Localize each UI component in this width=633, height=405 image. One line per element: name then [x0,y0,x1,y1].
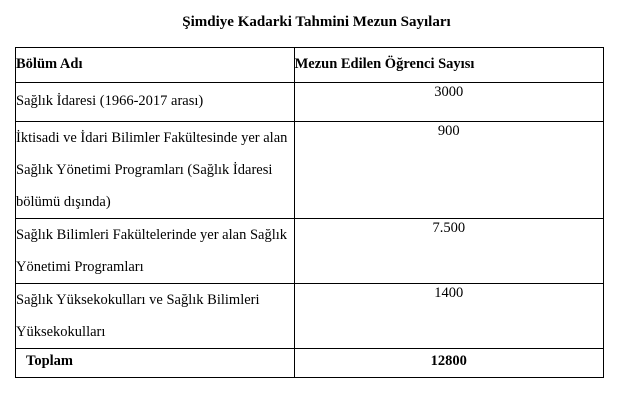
row-department-name: Sağlık Bilimleri Fakültelerinde yer alan Sağlık Yönetimi Programları [16,219,295,284]
row-department-name: Sağlık İdaresi (1966-2017 arası) [16,83,295,122]
table-row [16,219,604,284]
table-header-row [16,48,604,83]
row-graduate-count: 7.500 [294,219,603,284]
total-count: 12800 [294,349,603,378]
table-row [16,122,604,219]
row-department-name: Sağlık Yüksekokulları ve Sağlık Bilimleri Yüksekokulları [16,284,295,349]
row-graduate-count: 3000 [294,83,603,122]
header-department-name: Bölüm Adı [16,48,295,83]
row-department-name: İktisadi ve İdari Bilimler Fakültesinde yer alan Sağlık Yönetimi Programları (Sağlık İdaresi bölümü dışında) [16,122,295,219]
table-row [16,284,604,349]
header-graduate-count: Mezun Edilen Öğrenci Sayısı [294,48,603,83]
total-label: Toplam [16,349,295,378]
table-row [16,83,604,122]
row-graduate-count: 900 [294,122,603,219]
document-title: Şimdiye Kadarki Tahmini Mezun Sayıları [182,14,451,30]
graduates-table [15,47,604,378]
row-graduate-count: 1400 [294,284,603,349]
table-total-row [16,349,604,378]
